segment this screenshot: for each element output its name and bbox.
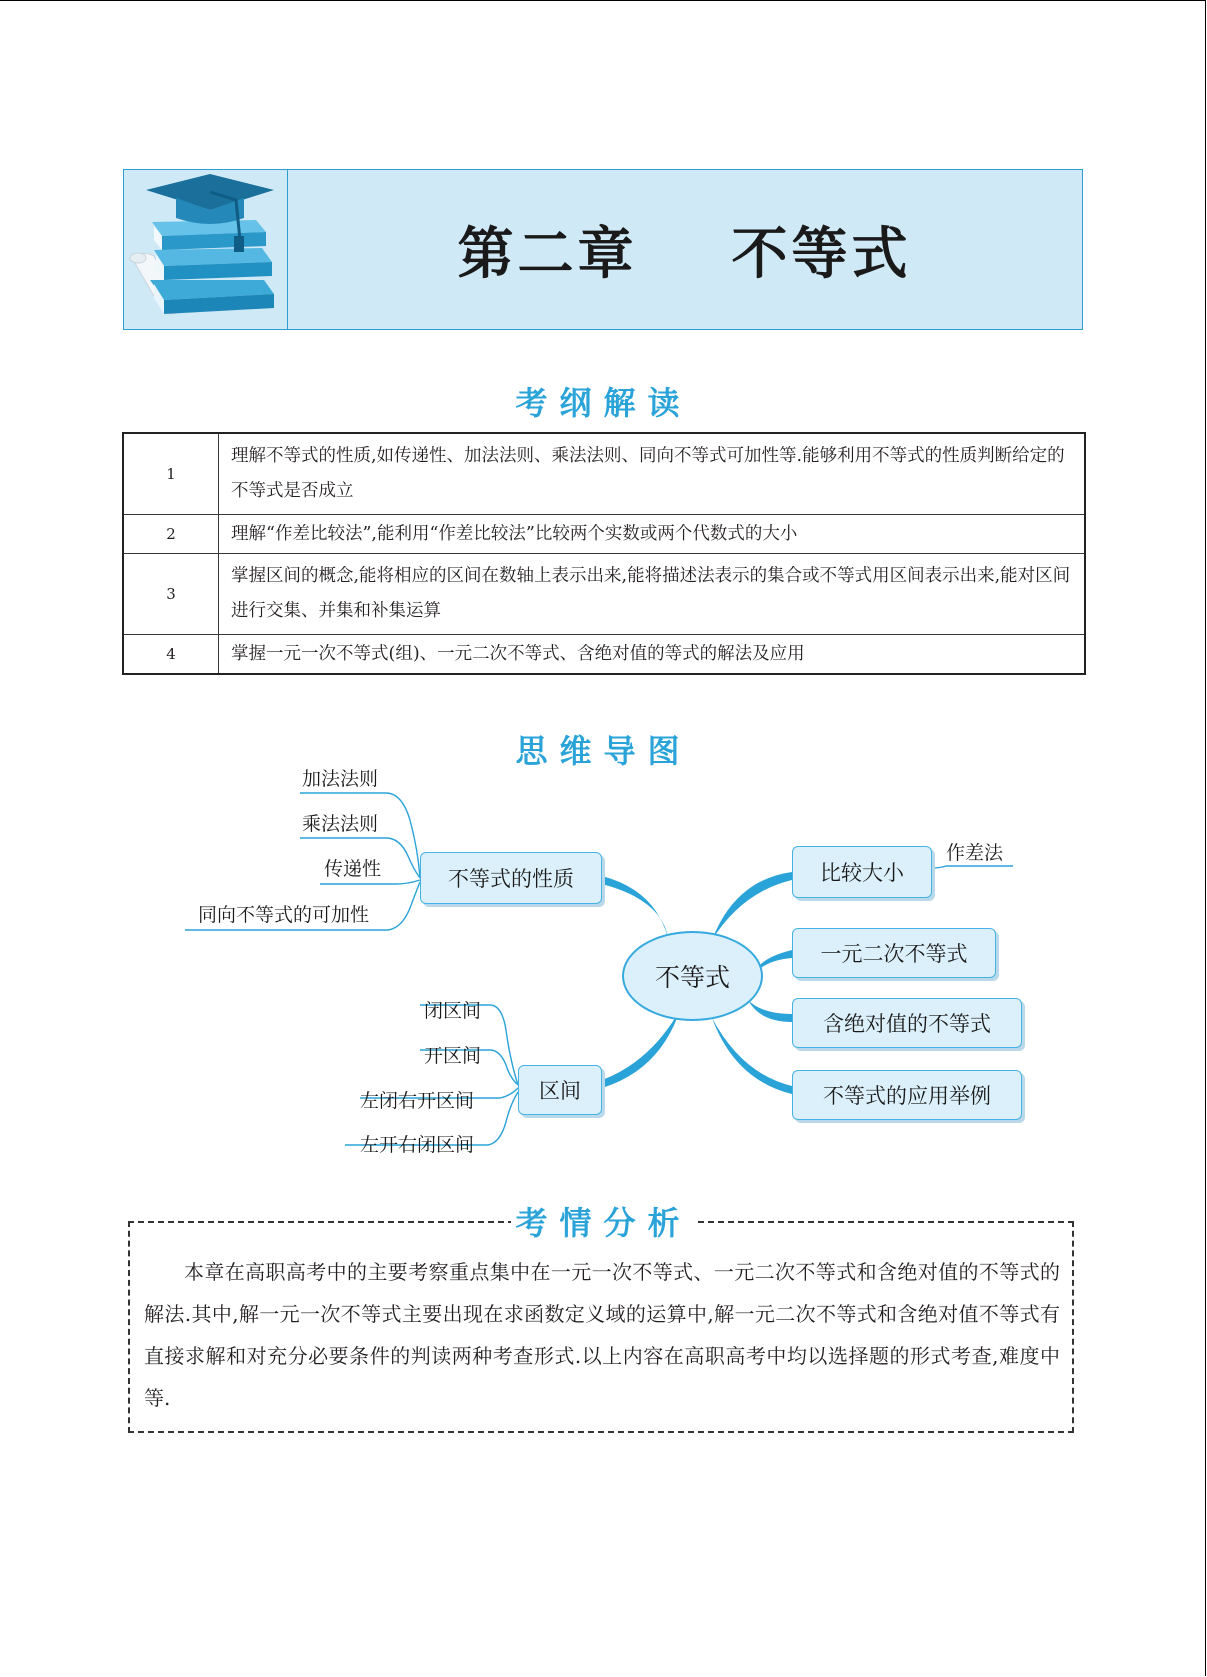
table-row <box>123 554 1085 635</box>
branch-interval <box>602 1010 680 1088</box>
node-application: 不等式的应用举例 <box>792 1070 1022 1120</box>
graduation-cap-books-icon <box>124 170 287 328</box>
node-interval: 区间 <box>518 1065 602 1115</box>
branch-compare <box>712 872 792 940</box>
table-row <box>123 635 1085 675</box>
mindmap-heading: 思维导图 <box>515 732 692 770</box>
node-center: 不等式 <box>622 931 763 1021</box>
node-quadratic: 一元二次不等式 <box>792 928 996 978</box>
node-compare: 比较大小 <box>792 846 932 898</box>
analysis-text: 本章在高职高考中的主要考察重点集中在一元一次不等式、一元二次不等式和含绝对值的不等式的解法.其中,解一元一次不等式主要出现在求函数定义域的运算中,解一元二次不等式和含绝对值不等式有直接求解和对充分必要条件的判读两种考查形式.以上内容在高职高考中均以选择题的形式考查,难度中等. <box>144 1260 1060 1410</box>
node-absolute-value: 含绝对值的不等式 <box>792 998 1022 1048</box>
table-row <box>123 433 1085 515</box>
row-number: 3 <box>123 554 219 635</box>
syllabus-table <box>122 432 1086 675</box>
row-text: 理解不等式的性质,如传递性、加法法则、乘法法则、同向不等式可加性等.能够利用不等式的性质判断给定的不等式是否成立 <box>219 433 1086 515</box>
leaf-left-open-right-closed: 左开右闭区间 <box>360 1134 475 1156</box>
leaf-open-interval: 开区间 <box>424 1045 482 1067</box>
leaf-closed-interval: 闭区间 <box>424 1000 482 1022</box>
row-number: 1 <box>123 433 219 515</box>
mind-map-branches <box>0 760 1207 1170</box>
leaf-addition-rule: 加法法则 <box>302 768 379 790</box>
chapter-title: 第二章 不等式 <box>457 220 912 287</box>
row-number: 2 <box>123 515 219 554</box>
branch-application <box>712 1018 792 1094</box>
syllabus-heading: 考纲解读 <box>515 384 692 422</box>
table-row <box>123 515 1085 554</box>
leaf-left-closed-right-open: 左闭右开区间 <box>360 1090 475 1112</box>
chapter-banner <box>123 169 1083 330</box>
banner-icon-area <box>124 170 288 329</box>
analysis-heading-wrap <box>0 1198 1207 1244</box>
leaf-difference-method: 作差法 <box>946 842 1004 864</box>
analysis-heading: 考情分析 <box>511 1198 695 1244</box>
leaf-multiplication-rule: 乘法法则 <box>302 813 379 835</box>
row-text: 掌握区间的概念,能将相应的区间在数轴上表示出来,能将描述法表示的集合或不等式用区间表示出来,能对区间进行交集、并集和补集运算 <box>219 554 1086 635</box>
node-properties: 不等式的性质 <box>420 852 602 904</box>
branch-properties <box>602 876 668 938</box>
leaf-transitivity: 传递性 <box>324 858 382 880</box>
leaf-additivity: 同向不等式的可加性 <box>198 904 370 926</box>
mind-map <box>0 760 1207 1170</box>
branch-absolute <box>748 1000 792 1022</box>
row-text: 理解“作差比较法”,能利用“作差比较法”比较两个实数或两个代数式的大小 <box>219 515 1086 554</box>
row-text: 掌握一元一次不等式(组)、一元二次不等式、含绝对值的等式的解法及应用 <box>219 635 1086 675</box>
row-number: 4 <box>123 635 219 675</box>
